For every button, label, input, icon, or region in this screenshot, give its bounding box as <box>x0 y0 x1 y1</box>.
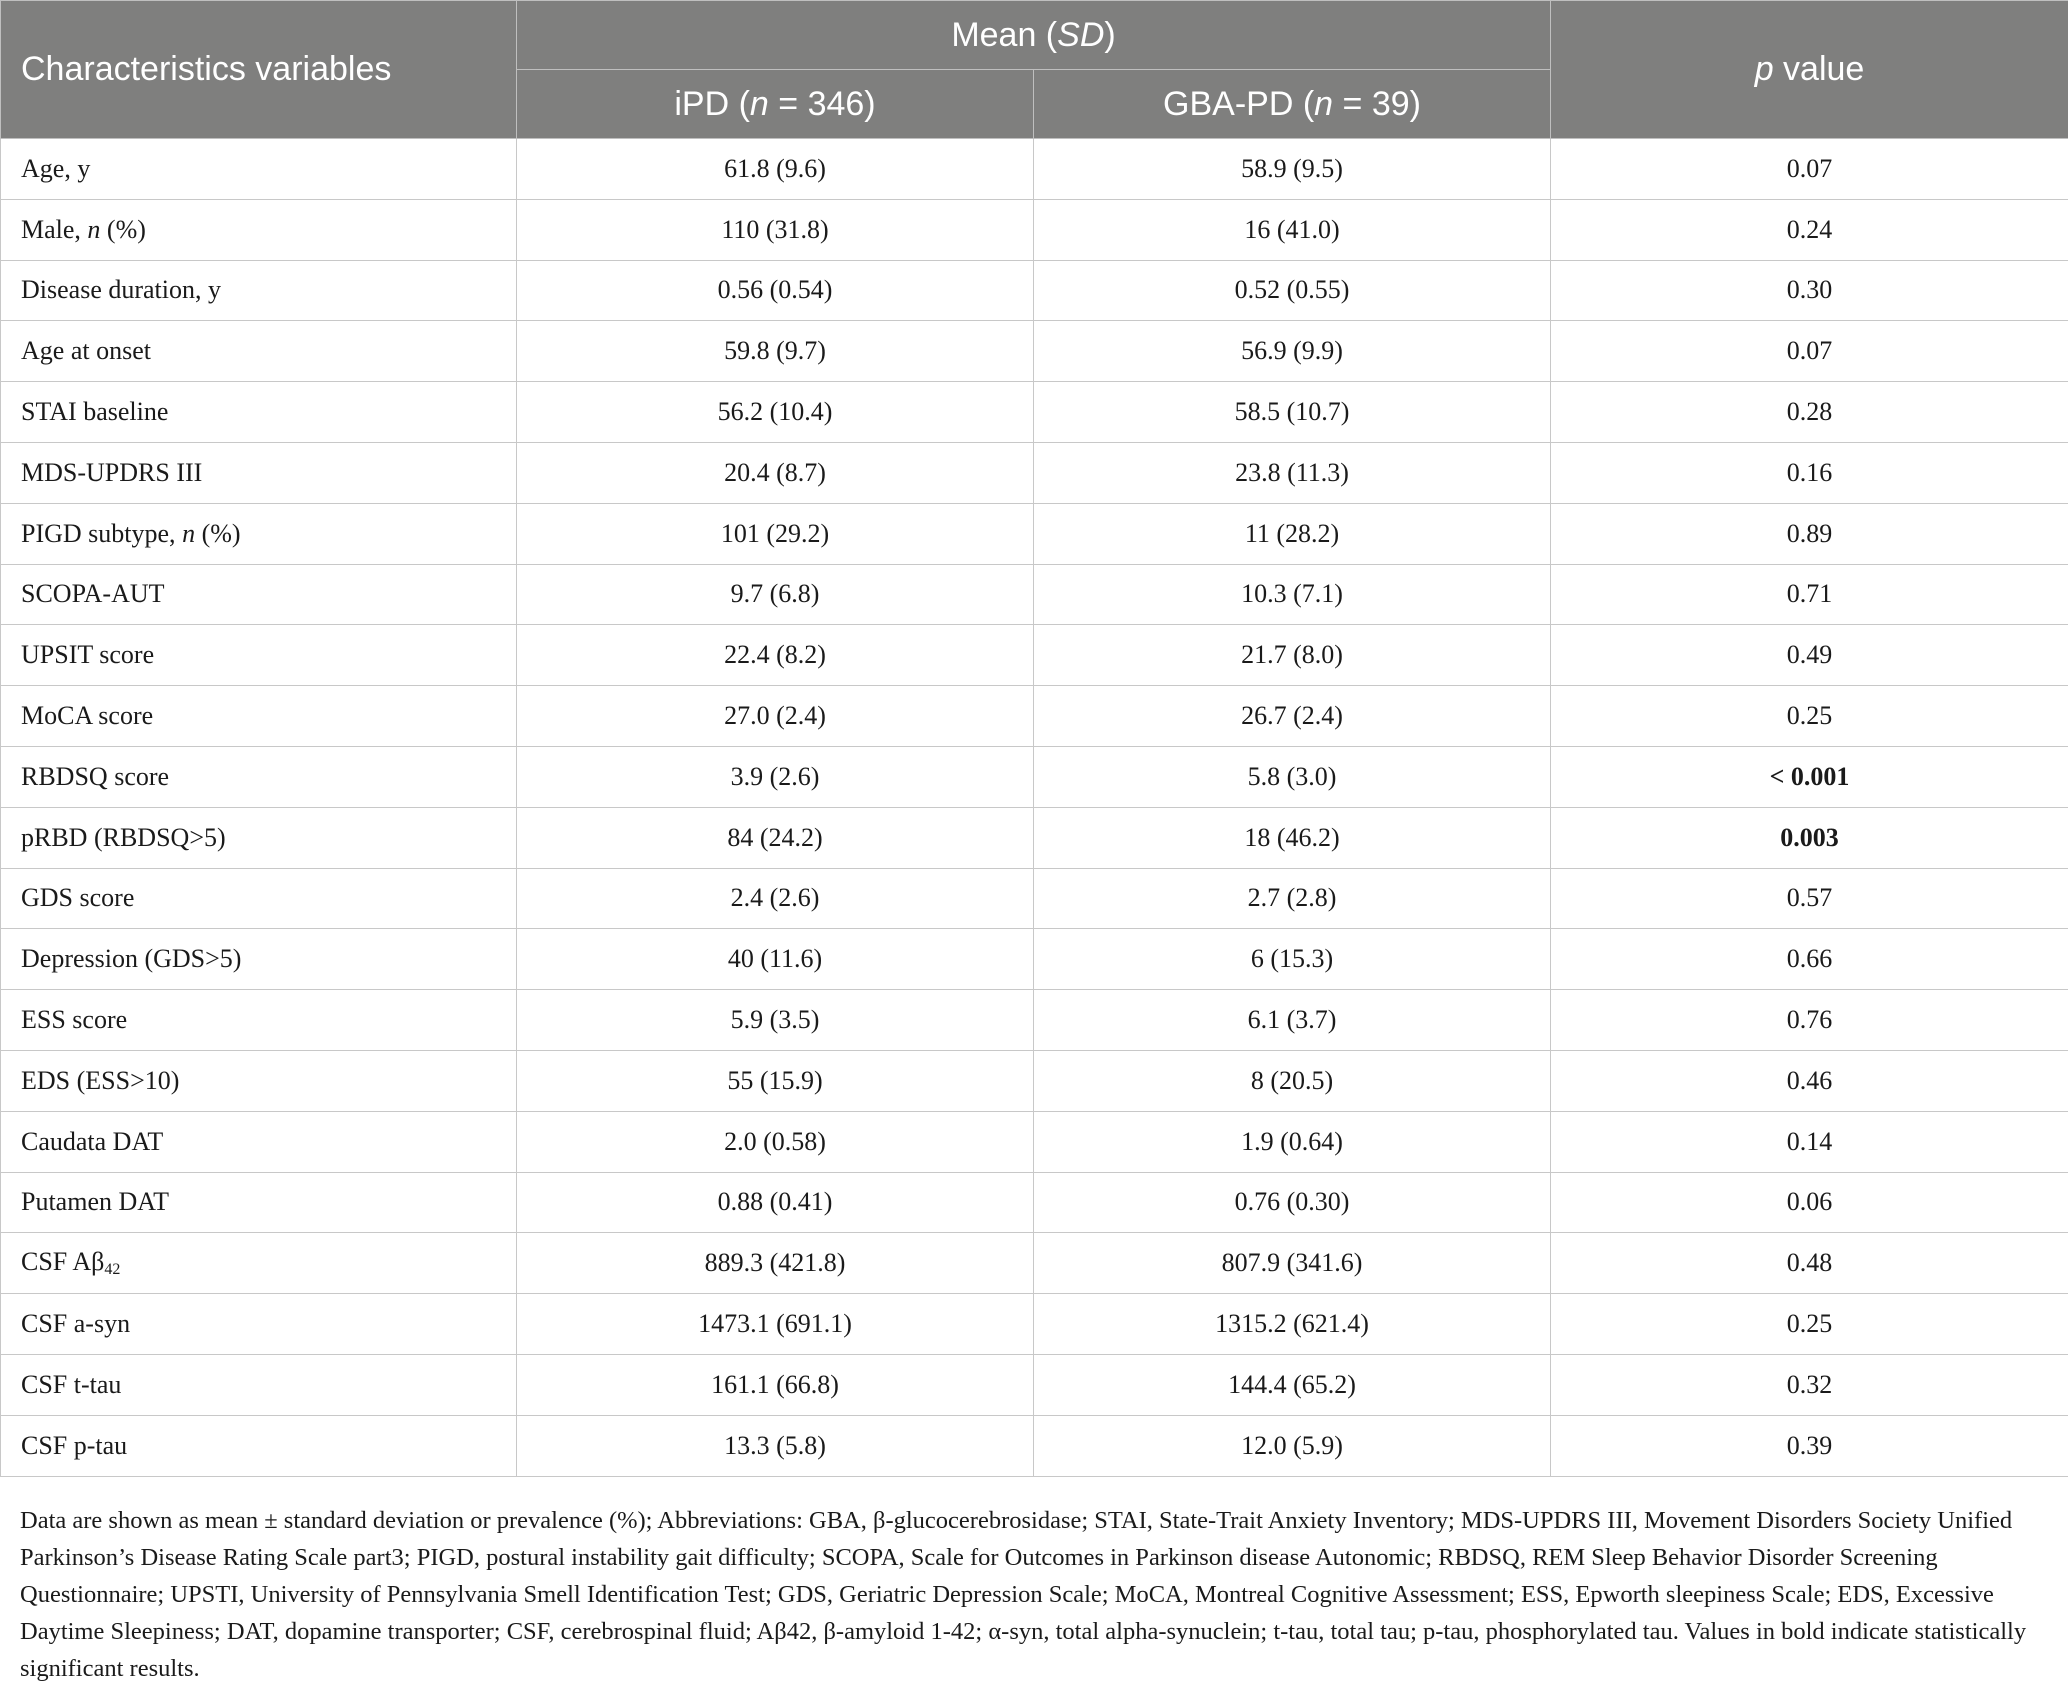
row-label: Depression (GDS>5) <box>1 929 517 990</box>
table-footnote: Data are shown as mean ± standard deviation or prevalence (%); Abbreviations: GBA, β-glucocerebrosidase; STAI, State-Trait Anxiety Inventory; MDS-UPDRS III, Movement Disorders Society Unified Parkinson’s Disease Rating Scale part3; PIGD, postural instability gait difficulty; SCOPA, Scale for Outcomes in Parkinson disease Autonomic; RBDSQ, REM Sleep Behavior Disorder Screening Questionnaire; UPSTI, University of Pennsylvania Smell Identification Test; GDS, Geriatric Depression Scale; MoCA, Montreal Cognitive Assessment; ESS, Epworth sleepiness Scale; EDS, Excessive Daytime Sleepiness; DAT, dopamine transporter; CSF, cerebrospinal fluid; Aβ42, β-amyloid 1-42; α-syn, total alpha-synuclein; t-tau, total tau; p-tau, phosphorylated tau. Values in bold indicate statistically significant results. <box>20 1507 2027 1682</box>
table-row <box>1 868 2068 929</box>
cell-p-value: 0.32 <box>1551 1354 2068 1415</box>
cell-gba-pd: 8 (20.5) <box>1034 1050 1551 1111</box>
row-label: Age, y <box>1 139 517 200</box>
table-row <box>1 746 2068 807</box>
cell-p-value: 0.06 <box>1551 1172 2068 1233</box>
header-mean-pre: Mean ( <box>951 15 1058 54</box>
cell-p-value: 0.89 <box>1551 503 2068 564</box>
cell-p-value: 0.39 <box>1551 1415 2068 1476</box>
row-label: MDS-UPDRS III <box>1 442 517 503</box>
cell-gba-pd: 21.7 (8.0) <box>1034 625 1551 686</box>
header-ipd-ital: n <box>749 84 769 123</box>
cell-p-value: 0.49 <box>1551 625 2068 686</box>
cell-gba-pd: 58.5 (10.7) <box>1034 382 1551 443</box>
row-label: ESS score <box>1 990 517 1051</box>
cell-ipd: 0.88 (0.41) <box>517 1172 1034 1233</box>
row-label: CSF a-syn <box>1 1294 517 1355</box>
table-row <box>1 382 2068 443</box>
cell-ipd: 20.4 (8.7) <box>517 442 1034 503</box>
table-row <box>1 990 2068 1051</box>
cell-p-value: 0.16 <box>1551 442 2068 503</box>
row-label: Putamen DAT <box>1 1172 517 1233</box>
table-row <box>1 929 2068 990</box>
cell-ipd: 27.0 (2.4) <box>517 686 1034 747</box>
cell-gba-pd: 5.8 (3.0) <box>1034 746 1551 807</box>
row-label-subscript: 42 <box>104 1261 121 1279</box>
row-label <box>1 1233 517 1294</box>
table-row <box>1 1172 2068 1233</box>
cell-ipd: 110 (31.8) <box>517 199 1034 260</box>
header-p-post: value <box>1773 50 1865 88</box>
cell-ipd: 61.8 (9.6) <box>517 139 1034 200</box>
cell-p-value: 0.48 <box>1551 1233 2068 1294</box>
table-body <box>1 139 2068 1477</box>
cell-ipd: 101 (29.2) <box>517 503 1034 564</box>
table-row <box>1 442 2068 503</box>
header-p-ital: p <box>1754 50 1774 88</box>
cell-p-value: 0.14 <box>1551 1111 2068 1172</box>
cell-p-value: 0.57 <box>1551 868 2068 929</box>
table-row <box>1 625 2068 686</box>
cell-ipd: 3.9 (2.6) <box>517 746 1034 807</box>
table-row <box>1 260 2068 321</box>
row-label-pre: CSF Aβ <box>21 1247 105 1277</box>
row-label: UPSIT score <box>1 625 517 686</box>
cell-gba-pd: 807.9 (341.6) <box>1034 1233 1551 1294</box>
cell-p-value: 0.28 <box>1551 382 2068 443</box>
row-label: RBDSQ score <box>1 746 517 807</box>
cell-p-value: 0.24 <box>1551 199 2068 260</box>
table-row <box>1 1415 2068 1476</box>
cell-ipd: 40 (11.6) <box>517 929 1034 990</box>
header-gba-pre: GBA-PD ( <box>1163 84 1315 123</box>
table-row <box>1 1294 2068 1355</box>
cell-ipd: 13.3 (5.8) <box>517 1415 1034 1476</box>
cell-gba-pd: 58.9 (9.5) <box>1034 139 1551 200</box>
row-label-post: (%) <box>195 518 241 548</box>
row-label <box>1 199 517 260</box>
table-header <box>1 1 2068 139</box>
cell-gba-pd: 23.8 (11.3) <box>1034 442 1551 503</box>
header-ipd <box>517 70 1034 139</box>
row-label-pre: PIGD subtype, <box>21 518 183 548</box>
cell-ipd: 5.9 (3.5) <box>517 990 1034 1051</box>
cell-ipd: 9.7 (6.8) <box>517 564 1034 625</box>
cell-gba-pd: 16 (41.0) <box>1034 199 1551 260</box>
row-label: CSF t-tau <box>1 1354 517 1415</box>
cell-gba-pd: 144.4 (65.2) <box>1034 1354 1551 1415</box>
cell-ipd: 1473.1 (691.1) <box>517 1294 1034 1355</box>
header-row-1 <box>1 1 2068 70</box>
cell-p-value: 0.66 <box>1551 929 2068 990</box>
cell-ipd: 56.2 (10.4) <box>517 382 1034 443</box>
row-label-post: (%) <box>100 214 146 244</box>
header-gba-post: = 39) <box>1333 84 1421 123</box>
row-label: CSF p-tau <box>1 1415 517 1476</box>
header-mean-sd-ital: SD <box>1057 15 1105 54</box>
cell-gba-pd: 10.3 (7.1) <box>1034 564 1551 625</box>
header-mean-post: ) <box>1104 15 1116 54</box>
table-row <box>1 1354 2068 1415</box>
table-row <box>1 564 2068 625</box>
table-row <box>1 199 2068 260</box>
cell-gba-pd: 12.0 (5.9) <box>1034 1415 1551 1476</box>
table-row <box>1 807 2068 868</box>
cell-p-value: 0.71 <box>1551 564 2068 625</box>
row-label-italic: n <box>87 214 101 244</box>
cell-p-value: < 0.001 <box>1551 746 2068 807</box>
cell-ipd: 889.3 (421.8) <box>517 1233 1034 1294</box>
row-label: Caudata DAT <box>1 1111 517 1172</box>
header-ipd-pre: iPD ( <box>674 84 750 123</box>
cell-p-value: 0.07 <box>1551 321 2068 382</box>
row-label-pre: Male, <box>21 214 88 244</box>
row-label <box>1 503 517 564</box>
header-mean-sd <box>517 1 1551 70</box>
row-label: EDS (ESS>10) <box>1 1050 517 1111</box>
cell-ipd: 22.4 (8.2) <box>517 625 1034 686</box>
cell-gba-pd: 0.76 (0.30) <box>1034 1172 1551 1233</box>
cell-ipd: 0.56 (0.54) <box>517 260 1034 321</box>
cell-ipd: 59.8 (9.7) <box>517 321 1034 382</box>
header-gba-ital: n <box>1314 84 1334 123</box>
cell-ipd: 55 (15.9) <box>517 1050 1034 1111</box>
table-row <box>1 321 2068 382</box>
table-row <box>1 686 2068 747</box>
cell-gba-pd: 11 (28.2) <box>1034 503 1551 564</box>
cell-gba-pd: 2.7 (2.8) <box>1034 868 1551 929</box>
table-row <box>1 503 2068 564</box>
cell-gba-pd: 26.7 (2.4) <box>1034 686 1551 747</box>
cell-gba-pd: 1315.2 (621.4) <box>1034 1294 1551 1355</box>
cell-gba-pd: 56.9 (9.9) <box>1034 321 1551 382</box>
row-label: Disease duration, y <box>1 260 517 321</box>
cell-p-value: 0.76 <box>1551 990 2068 1051</box>
cell-ipd: 2.4 (2.6) <box>517 868 1034 929</box>
cell-gba-pd: 18 (46.2) <box>1034 807 1551 868</box>
row-label: GDS score <box>1 868 517 929</box>
row-label: MoCA score <box>1 686 517 747</box>
cell-p-value: 0.07 <box>1551 139 2068 200</box>
cell-p-value: 0.003 <box>1551 807 2068 868</box>
row-label: SCOPA-AUT <box>1 564 517 625</box>
header-p-value <box>1551 1 2068 139</box>
table-row <box>1 1050 2068 1111</box>
cell-p-value: 0.30 <box>1551 260 2068 321</box>
row-label: pRBD (RBDSQ>5) <box>1 807 517 868</box>
table-row <box>1 1233 2068 1294</box>
header-gba-pd <box>1034 70 1551 139</box>
cell-p-value: 0.25 <box>1551 1294 2068 1355</box>
cell-gba-pd: 0.52 (0.55) <box>1034 260 1551 321</box>
cell-p-value: 0.25 <box>1551 686 2068 747</box>
cell-ipd: 161.1 (66.8) <box>517 1354 1034 1415</box>
cell-gba-pd: 6 (15.3) <box>1034 929 1551 990</box>
cell-ipd: 84 (24.2) <box>517 807 1034 868</box>
cell-p-value: 0.46 <box>1551 1050 2068 1111</box>
table-row <box>1 1111 2068 1172</box>
header-ipd-post: = 346) <box>768 84 876 123</box>
row-label-italic: n <box>182 518 196 548</box>
cell-ipd: 2.0 (0.58) <box>517 1111 1034 1172</box>
table-row <box>1 139 2068 200</box>
cell-gba-pd: 1.9 (0.64) <box>1034 1111 1551 1172</box>
row-label: STAI baseline <box>1 382 517 443</box>
header-characteristics: Characteristics variables <box>1 1 517 139</box>
row-label: Age at onset <box>1 321 517 382</box>
cell-gba-pd: 6.1 (3.7) <box>1034 990 1551 1051</box>
